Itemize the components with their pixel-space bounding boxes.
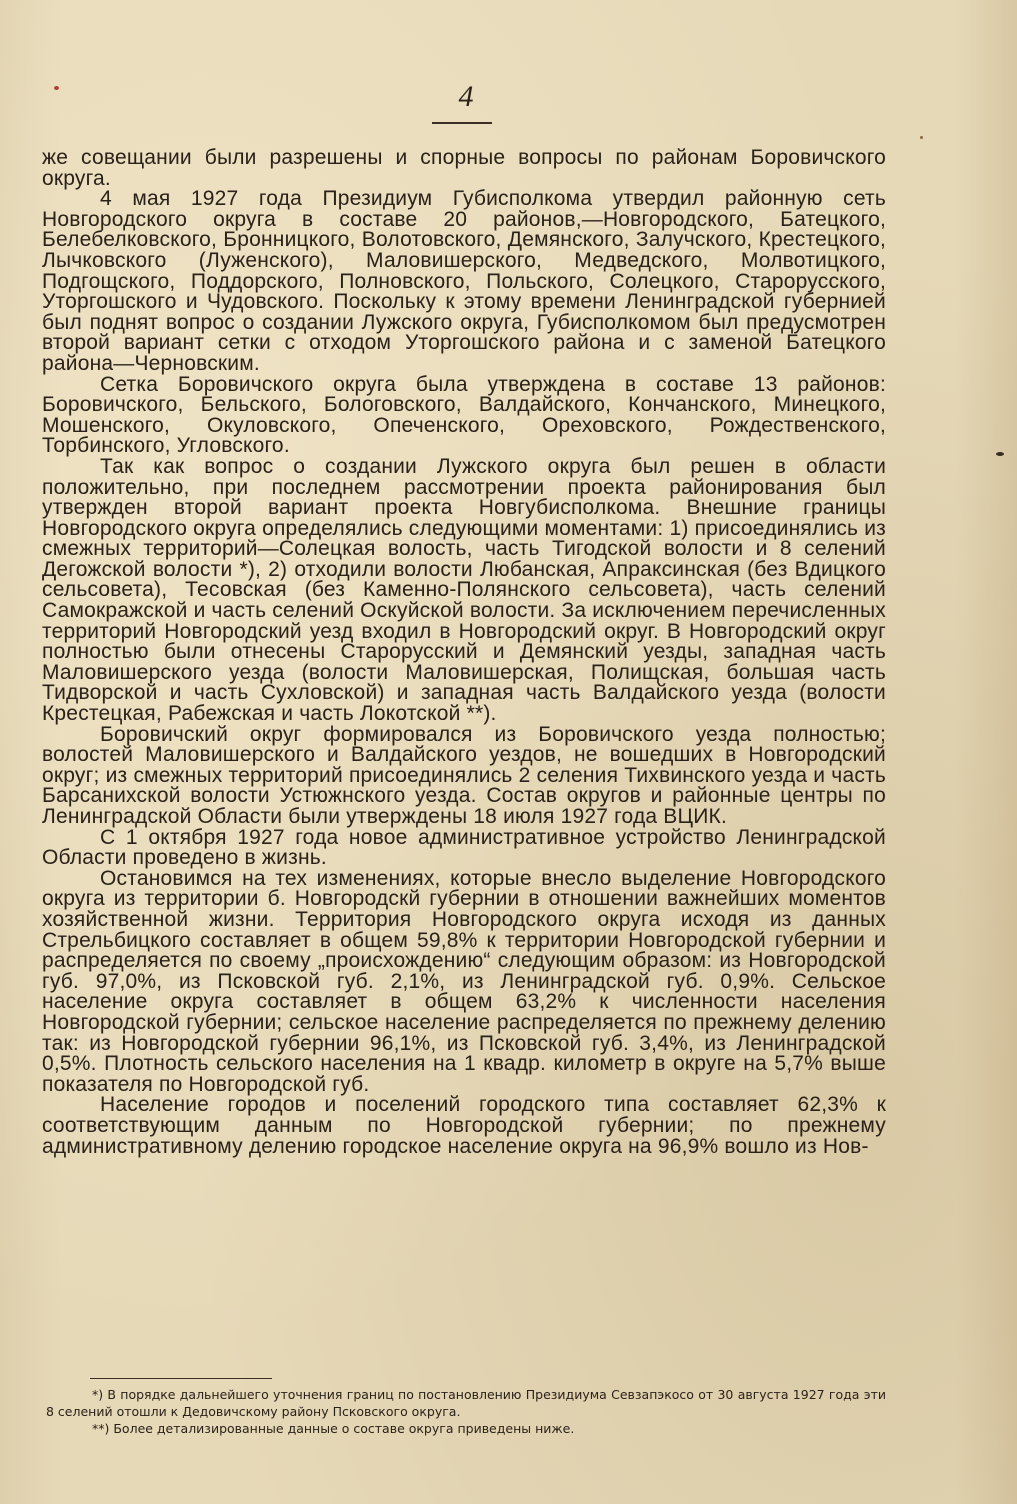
page-number-underline (432, 122, 492, 124)
footnote: *) В порядке дальнейшего уточнения границ по постановлению Президиума Севзапэкосо от 30 августа 1927 года эти 8 селений отошли к Дедовичскому району Псковского округа. (46, 1387, 886, 1419)
footnote-separator (90, 1378, 272, 1379)
paragraph: С 1 октября 1927 года новое административное устройство Ленинградской Области проведено в жизнь. (42, 825, 886, 870)
main-text (42, 148, 886, 1157)
paragraph: Остановимся на тех изменениях, которые внесло выделение Новгородского округа из территории б. Новгородскй губернии в отношении важнейших моментов хозяйственной жизни. Территория Новгородского округа исходя из данных Стрельбицкого составляет в общем 59,8% к территории Новгородской губернии и распределяется по своему „происхождению“ следующим образом: из Новгородской губ. 97,0%, из Псковской губ. 2,1%, из Ленинградской губ. 0,9%. Сельское население округа составляет в общем 63,2% к численности населения Новгородской губернии; сельское население распределяется по прежнему делению так: из Новгородской губернии 96,1%, из Псковской губ. 3,4%, из Ленинградской 0,5%. Плотность сельского населения на 1 квадр. километр в округе на 5,7% выше показателя по Новгородской губ. (42, 866, 886, 1096)
paragraph: же совещании были разрешены и спорные вопросы по районам Боровичского округа. (42, 146, 886, 190)
paragraph: Сетка Боровичского округа была утверждена в составе 13 районов: Боровичского, Бельского, Бологовского, Валдайского, Кончанского, Минецкого, Мошенского, Окуловского, Опеченского, Ореховского, Рождественского, Торбинского, Угловского. (42, 372, 886, 458)
paragraph: Население городов и поселений городского типа составляет 62,3% к соответствующим данным по Новгородской губернии; по прежнему административному делению городское население округа на 96,9% вошло из Нов- (42, 1093, 886, 1158)
paragraph: 4 мая 1927 года Президиум Губисполкома утвердил районную сеть Новгородского округа в составе 20 районов,—Новгородского, Батецкого, Белебелковского, Бронницкого, Волотовского, Демянского, Залучского, Крестецкого, Лычковского (Луженского), Маловишерского, Медведского, Молвотицкого, Подгощского, Поддорского, Полновского, Польского, Солецкого, Старорусского, Уторгошского и Чудовского. Поскольку к этому времени Ленинградской губернией был поднят вопрос о создании Лужского округа, Губисполкомом был предусмотрен второй вариант сетки с отходом Уторгошского района и с заменой Батецкого района—Черновским. (42, 187, 886, 375)
paragraph: Так как вопрос о создании Лужского округа был решен в области положительно, при последнем рассмотрении проекта районирования был утвержден второй вариант проекта Новгубисполкома. Внешние границы Новгородского округа определялись следующими моментами: 1) присоединялись из смежных территорий—Солецкая волость, часть Тигодской волости и 8 селений Дегожской волости *), 2) отходили волости Любанская, Апраксинская (без Вдицкого сельсовета), Тесовская (без Каменно-Полянского сельсовета), часть селений Самокражской и часть селений Оскуйской волости. За исключением перечисленных территорий Новгородский уезд входил в Новгородский округ. В Новгородский округ полностью были отнесены Старорусский и Демянский уезды, западная часть Маловишерского уезда (волости Маловишерская, Полищская, большая часть Тидворской и часть Сухловской) и западная часть Валдайского уезда (волости Крестецкая, Рабежская и часть Локотской **). (42, 454, 886, 726)
footnote: **) Более детализированные данные о составе округа приведены ниже. (92, 1421, 575, 1436)
page-number: 4 (458, 80, 474, 113)
paper-speck (996, 452, 1004, 456)
footnotes (46, 1386, 886, 1437)
paper-speck (54, 86, 59, 90)
paragraph: Боровичский округ формировался из Боровичского уезда полностью; волостей Маловишерского и Валдайского уездов, не вошедших в Новгородский округ; из смежных территорий присоединялись 2 селения Тихвинского уезда и часть Барсанихской волости Устюжнского уезда. Состав округов и районные центры по Ленинградской Области были утверждены 18 июля 1927 года ВЦИК. (42, 722, 886, 828)
paper-speck (920, 136, 923, 139)
